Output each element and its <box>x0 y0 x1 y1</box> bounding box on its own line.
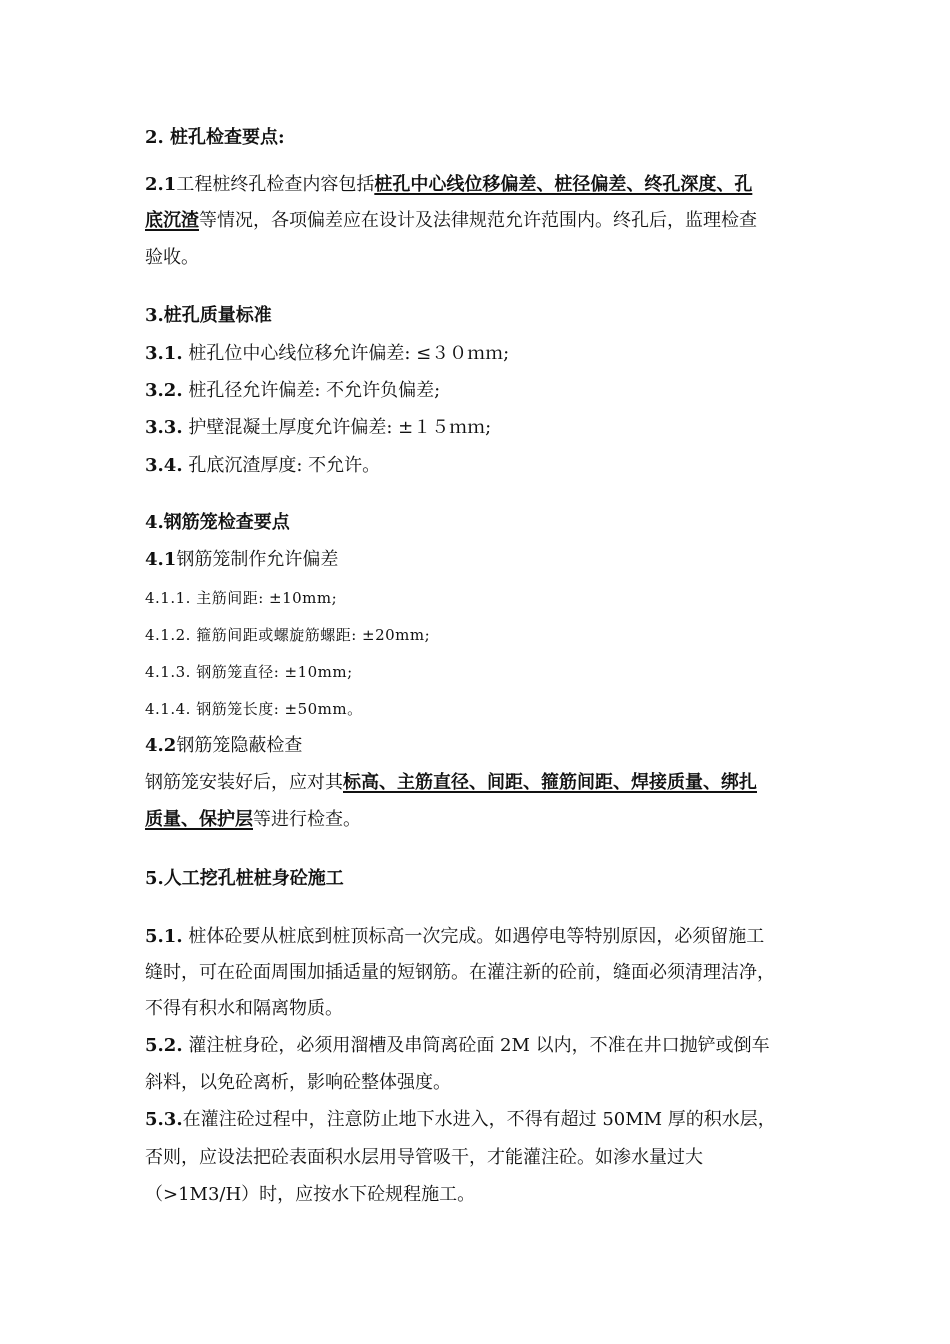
text-segment: 工程桩终孔检查内容包括 <box>176 174 375 195</box>
section-3-item <box>145 379 440 403</box>
text-segment: 在灌注砼过程中，注意防止地下水进入，不得有超过 50MM 厚的积水层， <box>182 1109 776 1130</box>
section-3-item <box>145 454 380 478</box>
item-text: 孔底沉渣厚度: 不允许。 <box>182 455 381 476</box>
section-4-heading: 4.钢筋笼检查要点 <box>145 512 290 533</box>
text-segment: 等情况，各项偏差应在设计及法律规范允许范围内。终孔后，监理检查 <box>199 210 757 231</box>
underlined-text: 质量、保护层 <box>145 809 253 830</box>
underlined-text: 标高、主筋直径、间距、箍筋间距、焊接质量、绑扎 <box>343 772 757 793</box>
item-number: 5.1. <box>145 926 183 947</box>
paragraph-5-3-line-2: 否则，应设法把砼表面积水层用导管吸干，才能灌注砼。如渗水量过大 <box>145 1147 703 1168</box>
subsection-4-1-item: 4.1.4. 钢筋笼长度: ±50mm。 <box>145 700 363 718</box>
section-3-item <box>145 342 509 366</box>
subsection-4-1-item: 4.1.2. 箍筋间距或螺旋筋螺距: ±20mm; <box>145 626 431 644</box>
paragraph-2-1-line-1 <box>145 173 752 197</box>
text-segment: 等进行检查。 <box>253 809 361 830</box>
item-number: 3.1. <box>145 343 183 364</box>
item-number: 3.2. <box>145 380 183 401</box>
item-text: 桩孔径允许偏差: 不允许负偏差; <box>182 380 441 401</box>
section-3-item <box>145 416 491 440</box>
subsection-4-2-heading <box>145 734 302 758</box>
text-segment: 桩体砼要从桩底到桩顶标高一次完成。如遇停电等特别原因，必须留施工 <box>182 926 765 947</box>
item-number: 3.3. <box>145 417 183 438</box>
paragraph-2-1-line-2 <box>145 209 757 233</box>
paragraph-5-2-line-1 <box>145 1034 770 1058</box>
paragraph-5-2-line-2: 斜料，以免砼离析，影响砼整体强度。 <box>145 1072 451 1093</box>
subsection-4-1-heading <box>145 548 338 572</box>
item-text: 护壁混凝土厚度允许偏差: ±１５ｍｍ; <box>182 417 492 438</box>
underlined-text: 底沉渣 <box>145 210 199 231</box>
section-3-heading: 3.桩孔质量标准 <box>145 305 272 326</box>
text-segment: 钢筋笼安装好后，应对其 <box>145 772 343 793</box>
item-text: 钢筋笼制作允许偏差 <box>176 549 339 570</box>
item-number: 5.2. <box>145 1035 183 1056</box>
underlined-text: 桩孔中心线位移偏差、桩径偏差、终孔深度、孔 <box>374 174 753 195</box>
paragraph-5-3-line-1 <box>145 1108 776 1132</box>
item-number: 2.1 <box>145 174 177 195</box>
paragraph-5-1-line-2: 缝时，可在砼面周围加插适量的短钢筋。在灌注新的砼前，缝面必须清理洁净， <box>145 962 775 983</box>
item-number: 3.4. <box>145 455 183 476</box>
section-2-heading: 2. 桩孔检查要点: <box>145 127 285 148</box>
paragraph-5-1-line-3: 不得有积水和隔离物质。 <box>145 998 343 1019</box>
paragraph-4-2-line-2 <box>145 808 361 832</box>
paragraph-5-1-line-1 <box>145 925 764 949</box>
item-number: 5.3. <box>145 1109 183 1130</box>
subsection-4-1-item: 4.1.1. 主筋间距: ±10mm; <box>145 589 338 607</box>
paragraph-5-3-line-3: （>1M3/H）时，应按水下砼规程施工。 <box>145 1184 476 1205</box>
text-segment: 灌注桩身砼，必须用溜槽及串筒离砼面 2M 以内，不准在井口抛铲或倒车 <box>182 1035 770 1056</box>
subsection-4-1-item: 4.1.3. 钢筋笼直径: ±10mm; <box>145 663 353 681</box>
item-text: 钢筋笼隐蔽检查 <box>176 735 303 756</box>
section-5-heading: 5.人工挖孔桩桩身砼施工 <box>145 868 344 889</box>
item-text: 桩孔位中心线位移允许偏差: ≤３０ｍｍ; <box>182 343 510 364</box>
item-number: 4.1 <box>145 549 177 570</box>
item-number: 4.2 <box>145 735 177 756</box>
paragraph-2-1-line-3: 验收。 <box>145 247 199 268</box>
paragraph-4-2-line-1 <box>145 771 757 795</box>
